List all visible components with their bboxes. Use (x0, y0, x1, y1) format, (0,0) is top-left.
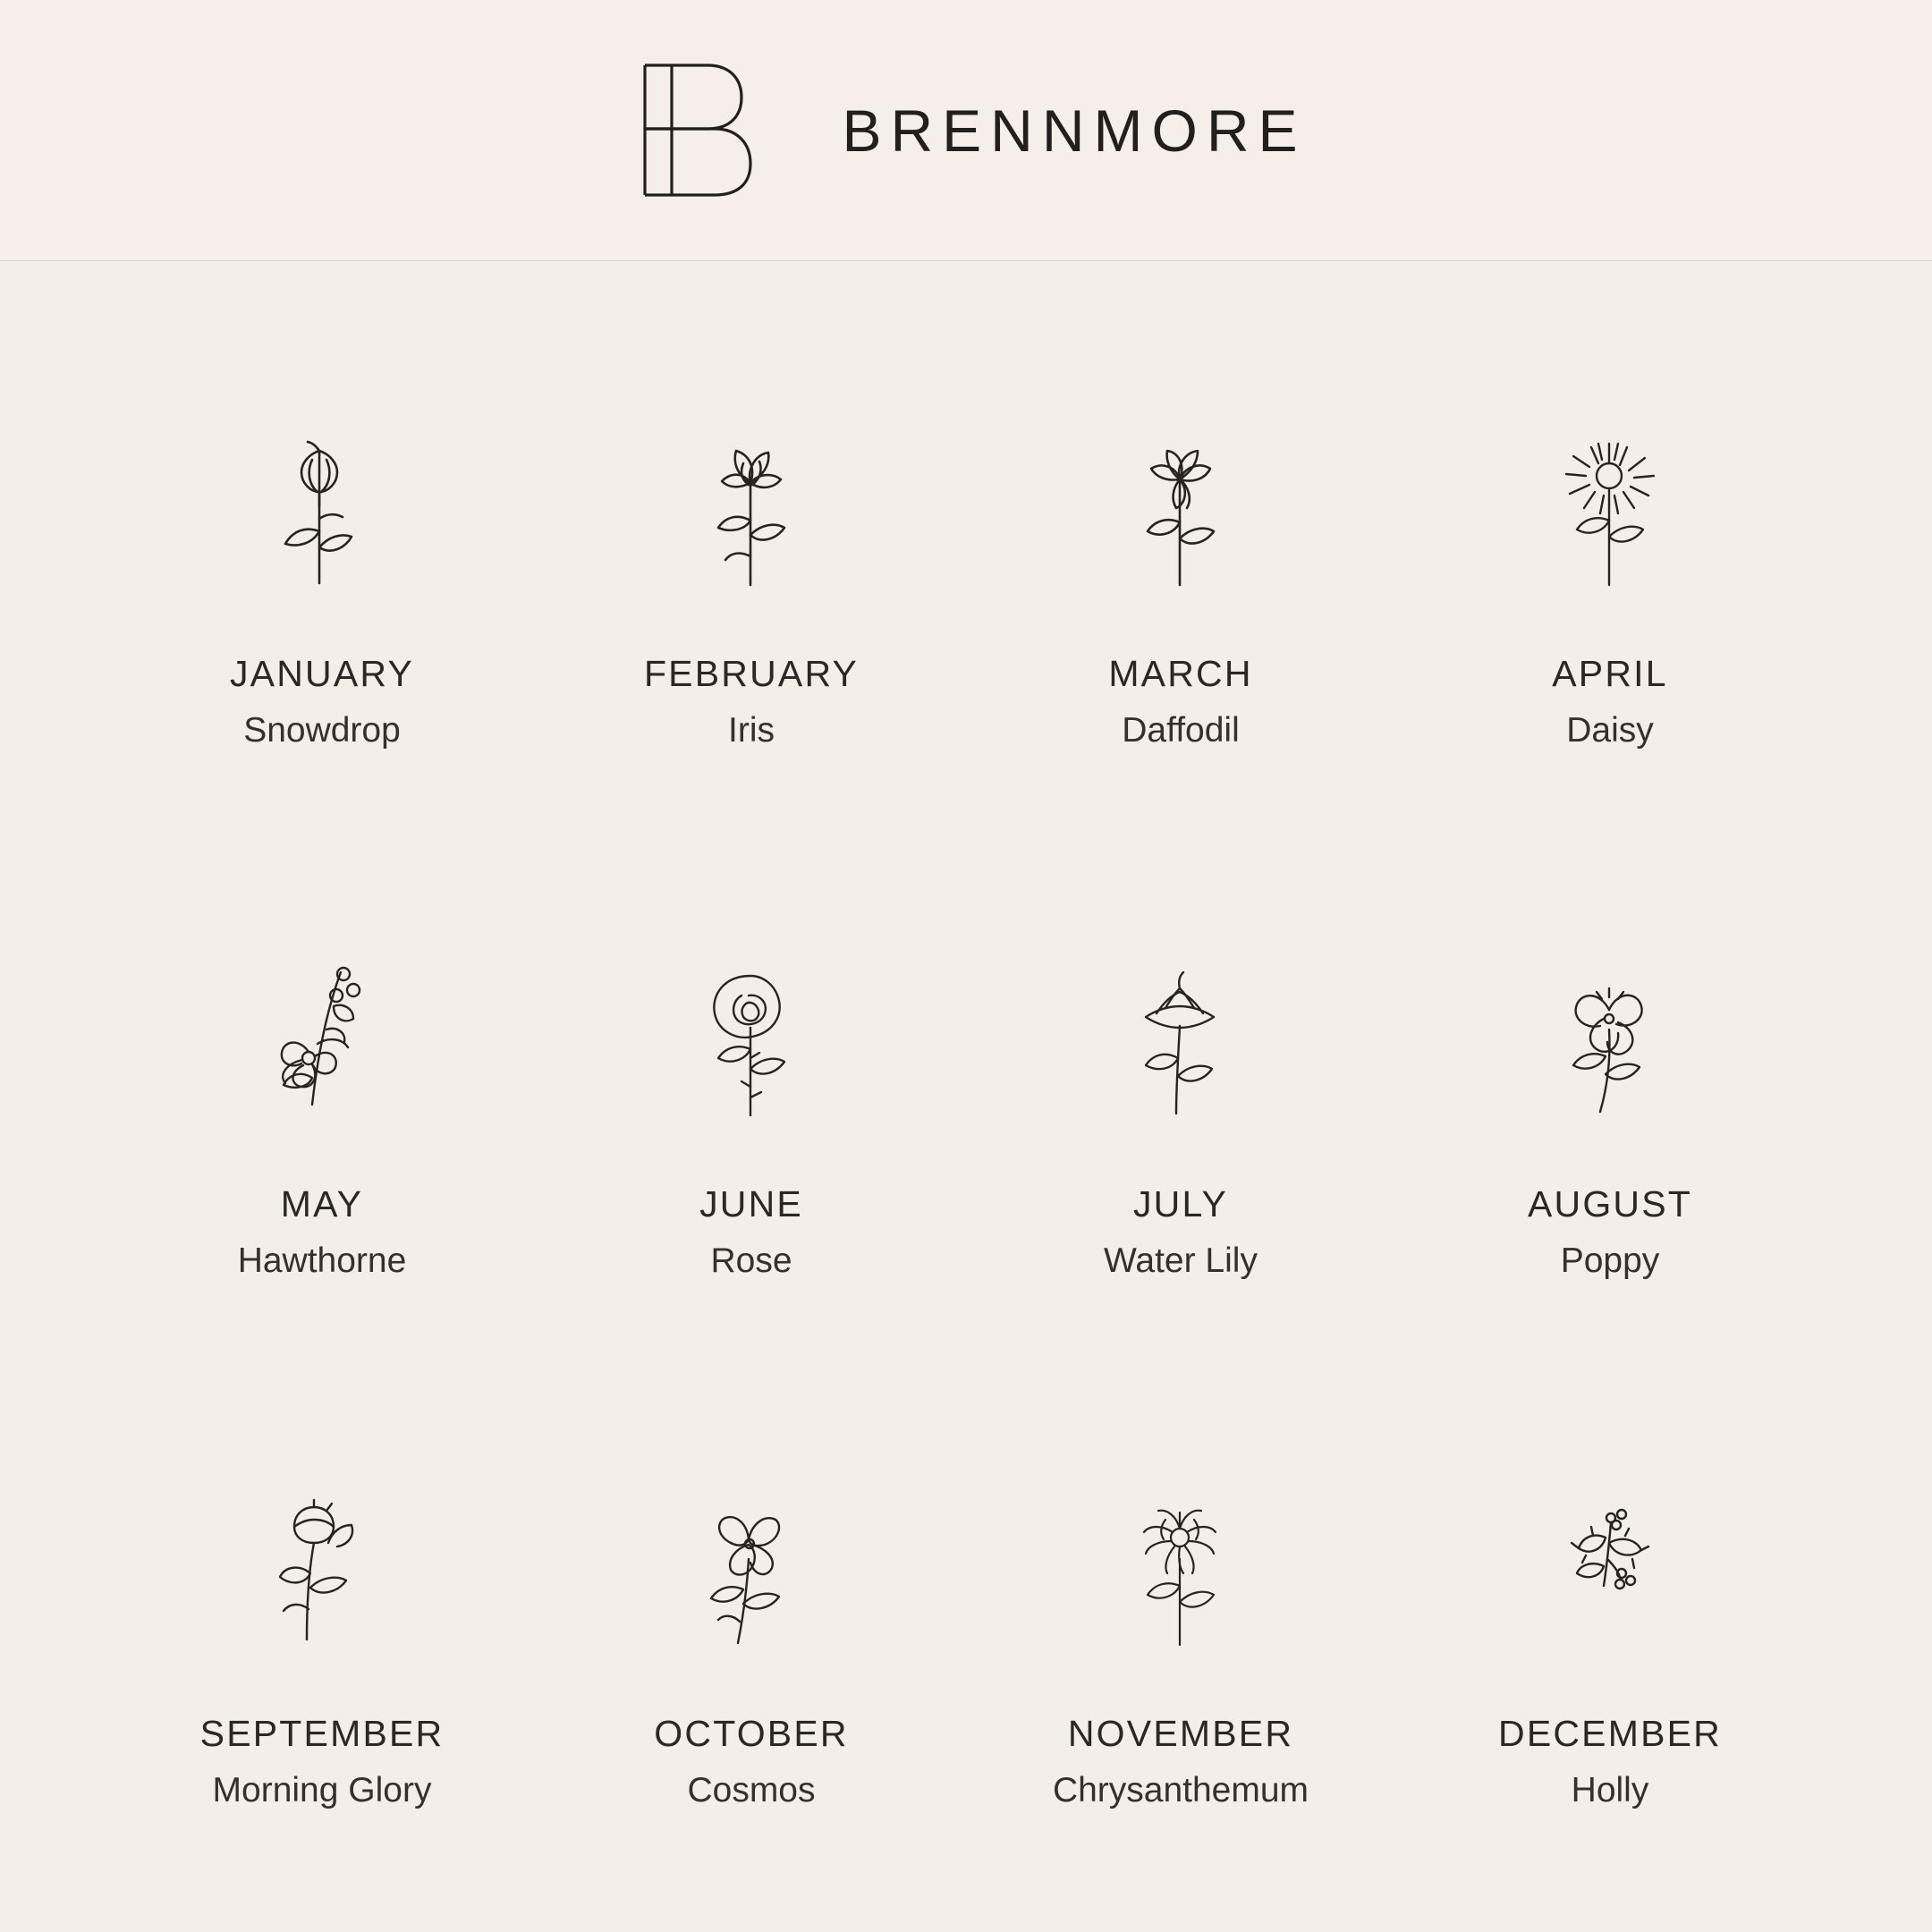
hawthorne-flower-icon (219, 944, 425, 1149)
flower-label: Water Lily (1104, 1241, 1258, 1280)
month-label: JUNE (699, 1182, 803, 1224)
month-label: AUGUST (1527, 1182, 1693, 1224)
calendar-cell-june[interactable] (537, 926, 966, 1402)
calendar-cell-october[interactable] (537, 1455, 966, 1932)
flower-label: Chrysanthemum (1052, 1771, 1309, 1810)
iris-flower-icon (648, 413, 854, 619)
flower-label: Iris (728, 711, 775, 750)
calendar-cell-may[interactable] (107, 926, 537, 1402)
flower-label: Daisy (1566, 711, 1654, 750)
month-label: MARCH (1108, 653, 1253, 694)
morning-glory-flower-icon (219, 1473, 425, 1679)
month-label: FEBRUARY (643, 653, 860, 694)
flower-label: Snowdrop (243, 711, 401, 750)
cosmos-flower-icon (648, 1473, 854, 1679)
month-label: MAY (280, 1182, 364, 1224)
flower-label: Daffodil (1122, 711, 1240, 750)
calendar-cell-april[interactable] (1395, 395, 1825, 872)
daisy-flower-icon (1507, 413, 1713, 619)
snowdrop-flower-icon (219, 413, 425, 619)
page-header (0, 0, 1932, 261)
month-label: JANUARY (229, 653, 415, 694)
poppy-flower-icon (1507, 944, 1713, 1149)
flower-label: Rose (710, 1241, 792, 1280)
brand-lockup (625, 56, 1306, 204)
rose-flower-icon (648, 944, 854, 1149)
flower-label: Holly (1571, 1771, 1649, 1810)
brand-name: BRENNMORE (842, 97, 1307, 164)
month-label: APRIL (1552, 653, 1668, 694)
month-label: SEPTEMBER (199, 1713, 445, 1755)
calendar-cell-november[interactable] (966, 1455, 1395, 1932)
flower-label: Cosmos (687, 1771, 816, 1810)
month-label: DECEMBER (1498, 1713, 1722, 1755)
month-label: JULY (1132, 1182, 1228, 1224)
flower-label: Poppy (1560, 1241, 1660, 1280)
month-label: NOVEMBER (1067, 1713, 1294, 1755)
month-label: OCTOBER (654, 1713, 849, 1755)
daffodil-flower-icon (1078, 413, 1284, 619)
birth-flower-grid (0, 261, 1932, 1932)
calendar-cell-july[interactable] (966, 926, 1395, 1402)
flower-label: Morning Glory (212, 1771, 432, 1810)
calendar-cell-december[interactable] (1395, 1455, 1825, 1932)
holly-sprig-icon (1507, 1473, 1713, 1679)
brennmore-b-monogram-icon (625, 56, 759, 204)
calendar-cell-september[interactable] (107, 1455, 537, 1932)
calendar-cell-february[interactable] (537, 395, 966, 872)
flower-label: Hawthorne (237, 1241, 407, 1280)
chrysanthemum-flower-icon (1078, 1473, 1284, 1679)
water-lily-flower-icon (1078, 944, 1284, 1149)
calendar-cell-march[interactable] (966, 395, 1395, 872)
calendar-cell-august[interactable] (1395, 926, 1825, 1402)
calendar-cell-january[interactable] (107, 395, 537, 872)
